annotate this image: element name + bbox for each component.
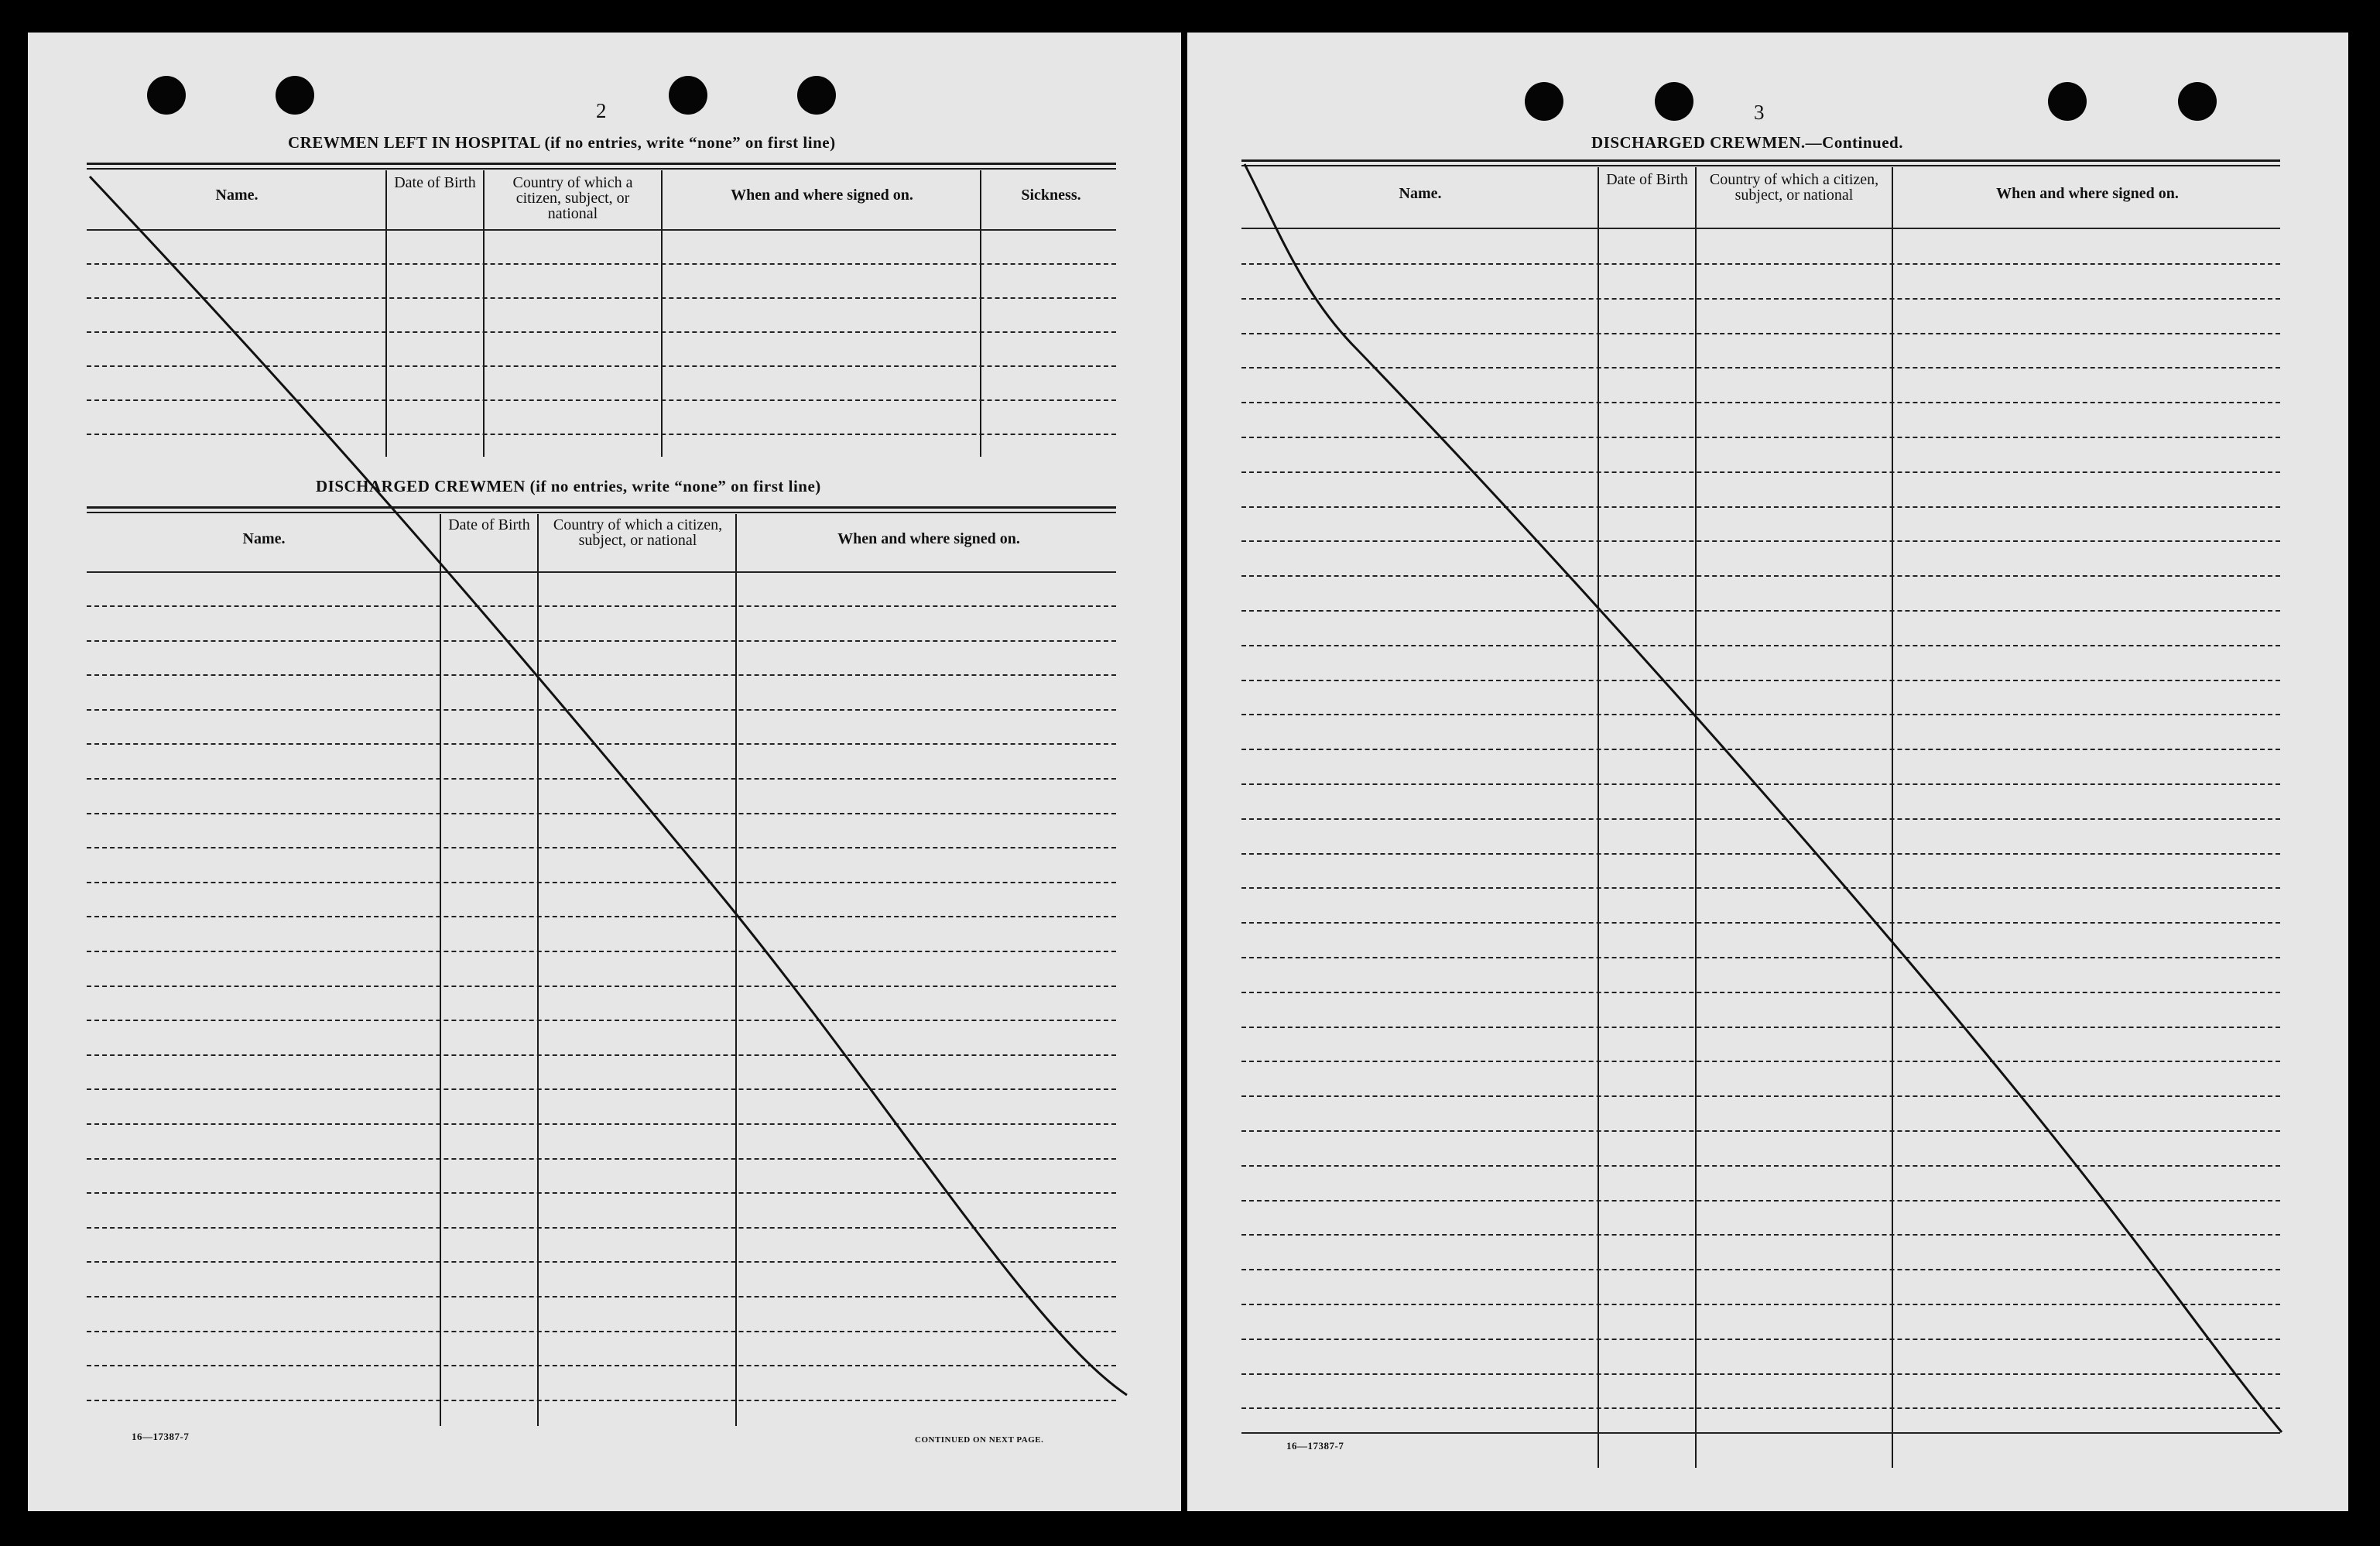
bottom-rule [1241, 1432, 2280, 1434]
entry-row-line [87, 778, 1116, 780]
column-header-dob: Date of Birth [448, 516, 530, 533]
punch-hole-icon [2178, 82, 2217, 121]
diagonal-strike-line [1187, 33, 2348, 1511]
entry-row-line [1241, 922, 2280, 924]
left-page [28, 33, 1181, 1511]
column-header-dob: Date of Birth [394, 174, 476, 191]
entry-row-line [87, 331, 1116, 333]
double-rule [1241, 159, 2280, 162]
entry-row-line [87, 399, 1116, 401]
entry-row-line [1241, 540, 2280, 542]
entry-row-line [87, 1158, 1116, 1160]
punch-hole-icon [797, 76, 836, 115]
entry-row-line [87, 640, 1116, 642]
column-divider [537, 514, 539, 1426]
entry-row-line [1241, 610, 2280, 612]
entry-row-line [87, 297, 1116, 299]
double-rule [87, 168, 1116, 170]
entry-row-line [87, 882, 1116, 883]
entry-row-line [87, 1123, 1116, 1125]
entry-row-line [1241, 263, 2280, 265]
header-rule [1241, 228, 2280, 229]
entry-row-line [87, 986, 1116, 987]
column-header-name: Name. [215, 187, 259, 204]
page-number: 3 [1754, 101, 1765, 124]
column-divider [483, 170, 485, 457]
entry-row-line [87, 434, 1116, 435]
section-title-discharged-continued: DISCHARGED CREWMEN.—Continued. [1591, 133, 1903, 152]
entry-row-line [1241, 853, 2280, 855]
entry-row-line [87, 605, 1116, 607]
entry-row-line [87, 709, 1116, 711]
continued-note: CONTINUED ON NEXT PAGE. [915, 1435, 1044, 1445]
entry-row-line [87, 674, 1116, 676]
punch-hole-icon [276, 76, 314, 115]
entry-row-line [1241, 1407, 2280, 1409]
entry-row-line [87, 743, 1116, 745]
punch-hole-icon [2048, 82, 2087, 121]
entry-row-line [1241, 1339, 2280, 1340]
header-rule [87, 229, 1116, 231]
column-header-signed: When and where signed on. [837, 530, 1020, 547]
column-divider [385, 170, 387, 457]
entry-row-line [1241, 1130, 2280, 1132]
entry-row-line [1241, 1200, 2280, 1201]
entry-row-line [87, 1296, 1116, 1297]
form-number: 16—17387-7 [132, 1431, 190, 1442]
double-rule [87, 506, 1116, 509]
entry-row-line [1241, 575, 2280, 577]
column-divider [661, 170, 663, 457]
entry-row-line [1241, 680, 2280, 681]
entry-row-line [1241, 333, 2280, 334]
column-header-country: Country of which a citizen, subject, or national [512, 174, 633, 222]
entry-row-line [87, 263, 1116, 265]
entry-row-line [1241, 992, 2280, 993]
double-rule [87, 512, 1116, 513]
entry-row-line [87, 951, 1116, 952]
double-rule [1241, 165, 2280, 166]
column-divider [980, 170, 981, 457]
entry-row-line [1241, 749, 2280, 750]
entry-row-line [1241, 1269, 2280, 1270]
column-header-dob: Date of Birth [1606, 171, 1688, 188]
form-number: 16—17387-7 [1286, 1440, 1344, 1452]
entry-row-line [1241, 1234, 2280, 1236]
entry-row-line [87, 1365, 1116, 1366]
entry-row-line [1241, 1304, 2280, 1305]
entry-row-line [87, 1261, 1116, 1263]
entry-row-line [87, 1088, 1116, 1090]
entry-row-line [1241, 714, 2280, 715]
entry-row-line [87, 365, 1116, 367]
entry-row-line [1241, 367, 2280, 369]
entry-row-line [87, 813, 1116, 814]
entry-row-line [1241, 437, 2280, 438]
column-header-signed: When and where signed on. [731, 187, 913, 204]
entry-row-line [1241, 1165, 2280, 1167]
entry-row-line [1241, 1095, 2280, 1097]
punch-hole-icon [1525, 82, 1563, 121]
section-title-discharged: DISCHARGED CREWMEN (if no entries, write “none” on first line) [316, 477, 821, 495]
column-header-country: Country of which a citizen, subject, or national [553, 516, 723, 549]
header-rule [87, 571, 1116, 573]
column-divider [735, 514, 737, 1426]
entry-row-line [87, 1331, 1116, 1332]
column-header-name: Name. [242, 530, 286, 547]
entry-row-line [87, 847, 1116, 848]
entry-row-line [87, 1227, 1116, 1229]
punch-hole-icon [669, 76, 707, 115]
entry-row-line [87, 916, 1116, 917]
diagonal-strike-line [28, 33, 1181, 1511]
entry-row-line [1241, 1061, 2280, 1062]
column-header-sickness: Sickness. [1021, 187, 1081, 204]
column-header-country: Country of which a citizen, subject, or national [1709, 171, 1879, 204]
column-divider [440, 514, 441, 1426]
entry-row-line [87, 1192, 1116, 1194]
entry-row-line [1241, 402, 2280, 403]
entry-row-line [1241, 783, 2280, 785]
punch-hole-icon [1655, 82, 1693, 121]
column-header-name: Name. [1399, 185, 1442, 202]
entry-row-line [1241, 1027, 2280, 1028]
entry-row-line [1241, 298, 2280, 300]
punch-hole-icon [147, 76, 186, 115]
entry-row-line [1241, 506, 2280, 508]
section-title-hospital: CREWMEN LEFT IN HOSPITAL (if no entries, write “none” on first line) [288, 133, 836, 152]
column-header-signed: When and where signed on. [1996, 185, 2179, 202]
right-page [1187, 33, 2348, 1511]
entry-row-line [1241, 1373, 2280, 1375]
entry-row-line [1241, 471, 2280, 473]
page-number: 2 [596, 99, 607, 122]
entry-row-line [1241, 957, 2280, 958]
entry-row-line [1241, 645, 2280, 646]
entry-row-line [87, 1400, 1116, 1401]
entry-row-line [1241, 818, 2280, 820]
entry-row-line [1241, 887, 2280, 889]
entry-row-line [87, 1054, 1116, 1056]
double-rule [87, 163, 1116, 165]
entry-row-line [87, 1020, 1116, 1021]
